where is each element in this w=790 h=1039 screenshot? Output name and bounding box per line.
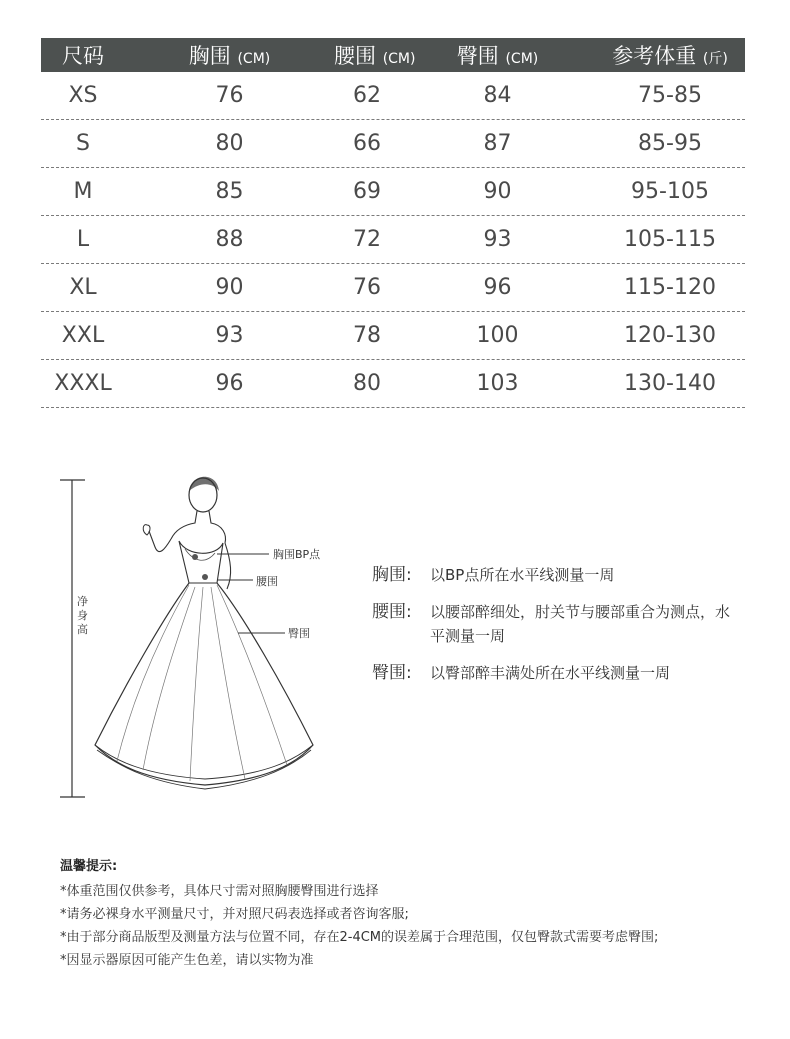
table-cell: 85 (215, 179, 244, 204)
tip-line: *由于部分商品版型及测量方法与位置不同，存在2-4CM的误差属于合理范围，仅包臀款式需要考虑臀围; (60, 930, 659, 945)
header-bust: 胸围 (CM) (188, 44, 271, 68)
table-cell: XXXL (54, 371, 112, 396)
table-row (41, 168, 745, 216)
table-cell: 75-85 (638, 83, 702, 108)
table-cell: XXL (61, 323, 105, 348)
definition-desc: 以BP点所在水平线测量一周 (430, 566, 615, 584)
table-cell: 96 (483, 275, 512, 300)
definition-term: 胸围: (372, 565, 412, 585)
dress-illustration (55, 465, 355, 815)
table-cell: 80 (215, 131, 244, 156)
table-cell: 69 (353, 179, 381, 204)
measurement-definitions (372, 563, 732, 698)
table-cell: 105-115 (624, 227, 716, 252)
table-cell: 130-140 (624, 371, 716, 396)
header-size: 尺码 (62, 44, 104, 68)
header-hip: 臀围 (CM) (456, 44, 539, 68)
hip-label: 臀围 (288, 627, 310, 640)
header-waist: 腰围 (CM) (334, 44, 416, 68)
table-cell: 88 (215, 227, 244, 252)
table-cell: 100 (476, 323, 519, 348)
table-cell: XS (68, 83, 98, 108)
tips-title: 温馨提示: (60, 859, 118, 874)
table-cell: 96 (215, 371, 244, 396)
table-cell: 72 (353, 227, 381, 252)
table-row (41, 72, 745, 120)
table-cell: 84 (483, 83, 512, 108)
gown-sketch (55, 465, 355, 815)
warm-tips (60, 855, 760, 972)
definition-desc: 以臀部醉丰满处所在水平线测量一周 (430, 664, 671, 682)
table-cell: 90 (215, 275, 244, 300)
table-cell: 66 (353, 131, 381, 156)
table-cell: S (76, 131, 90, 156)
definition-term: 腰围: (372, 602, 412, 622)
definition-term: 臀围: (372, 663, 412, 683)
table-row (41, 360, 745, 408)
table-cell: 93 (215, 323, 244, 348)
table-row (41, 216, 745, 264)
bust-bp-label: 胸围BP点 (273, 548, 321, 561)
table-cell: L (76, 227, 90, 252)
table-cell: 76 (353, 275, 381, 300)
tip-line: *请务必裸身水平测量尺寸，并对照尺码表选择或者咨询客服; (60, 907, 409, 922)
table-cell: 80 (353, 371, 381, 396)
table-row (41, 120, 745, 168)
table-cell: 103 (476, 371, 519, 396)
table-cell: 78 (353, 323, 381, 348)
size-table (41, 38, 745, 408)
table-cell: 76 (215, 83, 244, 108)
waist-label: 腰围 (256, 575, 278, 588)
table-cell: 120-130 (624, 323, 716, 348)
table-cell: 90 (483, 179, 512, 204)
table-cell: 95-105 (631, 179, 709, 204)
table-cell: XL (69, 275, 97, 300)
tip-line: *体重范围仅供参考，具体尺寸需对照胸腰臀围进行选择 (60, 884, 379, 899)
table-cell: 93 (483, 227, 512, 252)
table-row (41, 264, 745, 312)
height-label: 净身高 (77, 595, 88, 636)
tip-line: *因显示器原因可能产生色差，请以实物为准 (60, 953, 314, 968)
table-cell: 85-95 (638, 131, 702, 156)
table-header (41, 38, 745, 72)
header-weight: 参考体重 (斤) (612, 44, 728, 68)
definition-waist (372, 600, 732, 648)
table-cell: 62 (353, 83, 381, 108)
definition-desc: 以腰部醉细处，肘关节与腰部重合为测点，水平测量一周 (430, 603, 731, 645)
definition-bust (372, 563, 732, 587)
table-cell: M (73, 179, 93, 204)
table-row (41, 312, 745, 360)
table-cell: 115-120 (624, 275, 716, 300)
definition-hip (372, 661, 732, 685)
table-cell: 87 (483, 131, 512, 156)
